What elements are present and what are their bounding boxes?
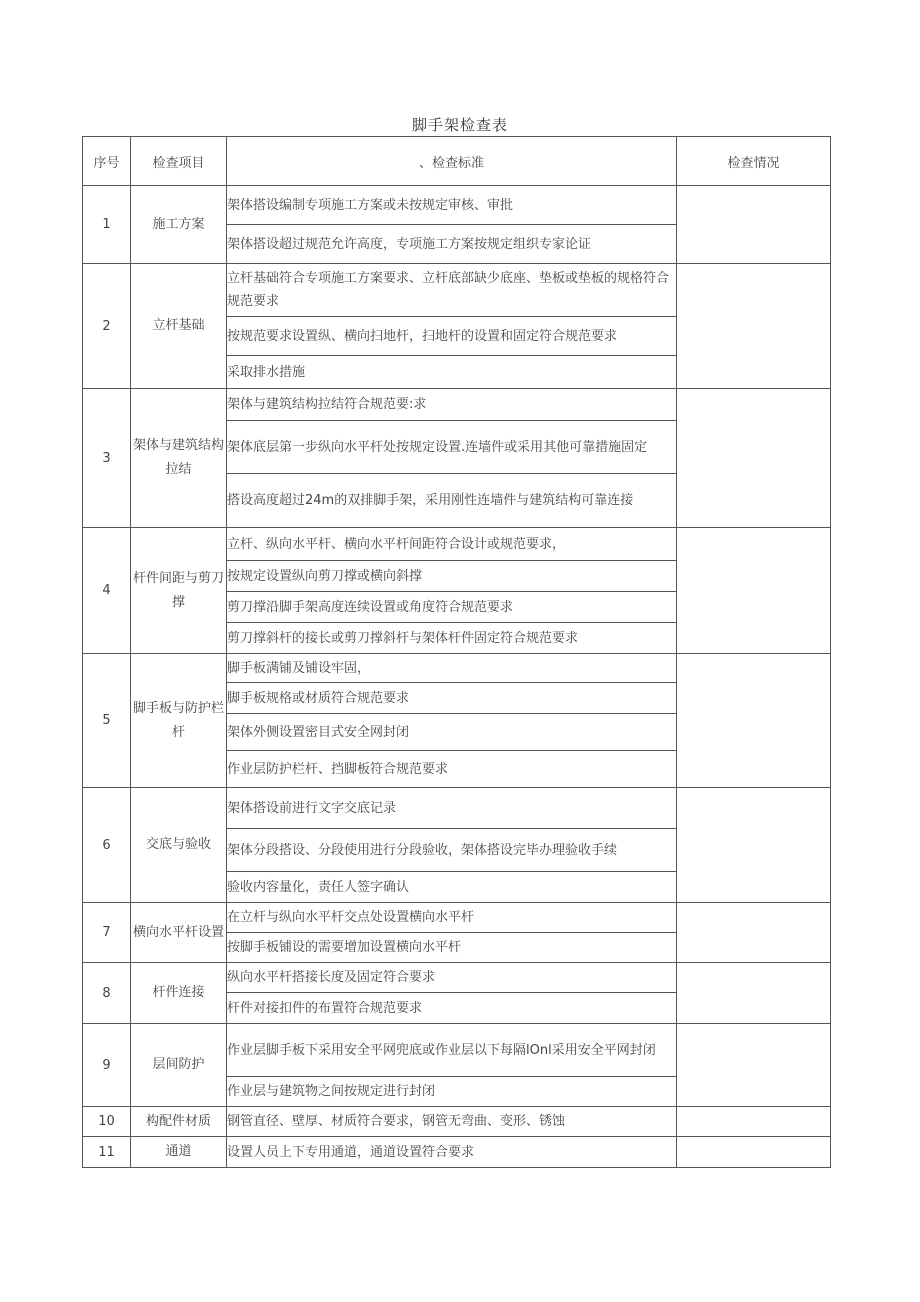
- standard-cell: 按脚手板铺设的需要增加设置横向水平杆: [227, 933, 677, 963]
- standard-cell: 脚手板规格或材质符合规范要求: [227, 683, 677, 714]
- standard-cell: 钢管直径、壁厚、材质符合要求，钢管无弯曲、变形、锈蚀: [227, 1107, 677, 1137]
- row-number: 9: [83, 1024, 131, 1107]
- row-number: 3: [83, 389, 131, 528]
- table-row: [83, 788, 831, 829]
- status-cell[interactable]: [677, 963, 831, 1024]
- row-item: 杆件连接: [131, 963, 227, 1024]
- standard-cell: 按规范要求设置纵、横向扫地杆，扫地杆的设置和固定符合规范要求: [227, 317, 677, 356]
- status-cell[interactable]: [677, 264, 831, 389]
- row-item: 架体与建筑结构拉结: [131, 389, 227, 528]
- standard-cell: 架体底层第一步纵向水平杆处按规定设置.连墙件或采用其他可靠措施固定: [227, 421, 677, 474]
- status-cell[interactable]: [677, 1107, 831, 1137]
- row-number: 7: [83, 903, 131, 963]
- row-number: 5: [83, 654, 131, 788]
- standard-cell: 剪刀撑斜杆的接长或剪刀撑斜杆与架体杆件固定符合规范要求: [227, 623, 677, 654]
- standard-cell: 在立杆与纵向水平杆交点处设置横向水平杆: [227, 903, 677, 933]
- standard-cell: 搭设高度超过24m的双排脚手架，采用刚性连墙件与建筑结构可靠连接: [227, 474, 677, 528]
- standard-cell: 脚手板满铺及铺设牢固，: [227, 654, 677, 683]
- standard-cell: 纵向水平杆搭接长度及固定符合要求: [227, 963, 677, 993]
- row-item: 立杆基础: [131, 264, 227, 389]
- status-cell[interactable]: [677, 186, 831, 264]
- row-item: 横向水平杆设置: [131, 903, 227, 963]
- table-row: [83, 528, 831, 561]
- page-title: 脚手架检查表: [411, 116, 508, 134]
- standard-cell: 架体搭设超过规范允许高度，专项施工方案按规定组织专家论证: [227, 225, 677, 264]
- standard-cell: 验收内容量化，责任人签字确认: [227, 872, 677, 903]
- standard-cell: 立杆基础符合专项施工方案要求、立杆底部缺少底座、垫板或垫板的规格符合规范要求: [227, 264, 677, 317]
- status-cell[interactable]: [677, 1024, 831, 1107]
- table-row: [83, 1137, 831, 1168]
- row-number: 1: [83, 186, 131, 264]
- status-cell[interactable]: [677, 788, 831, 903]
- status-cell[interactable]: [677, 528, 831, 654]
- standard-cell: 架体外侧设置密目式安全网封闭: [227, 714, 677, 751]
- row-item: 交底与验收: [131, 788, 227, 903]
- table-row: [83, 264, 831, 317]
- row-item: 施工方案: [131, 186, 227, 264]
- table-row: [83, 963, 831, 993]
- standard-cell: 剪刀撑沿脚手架高度连续设置或角度符合规范要求: [227, 592, 677, 623]
- table-row: [83, 186, 831, 225]
- row-item: 层间防护: [131, 1024, 227, 1107]
- row-number: 6: [83, 788, 131, 903]
- standard-cell: 作业层与建筑物之间按规定进行封闭: [227, 1077, 677, 1107]
- status-cell[interactable]: [677, 1137, 831, 1168]
- table-header-row: [83, 137, 831, 186]
- row-number: 8: [83, 963, 131, 1024]
- standard-cell: 作业层防护栏杆、挡脚板符合规范要求: [227, 751, 677, 788]
- standard-cell: 架体分段搭设、分段使用进行分段验收，架体搭设完毕办理验收手续: [227, 829, 677, 872]
- standard-cell: 架体与建筑结构拉结符合规范要:求: [227, 389, 677, 421]
- inspection-table: [82, 136, 831, 1168]
- status-cell[interactable]: [677, 389, 831, 528]
- row-number: 4: [83, 528, 131, 654]
- row-number: 11: [83, 1137, 131, 1168]
- table-row: [83, 389, 831, 421]
- standard-cell: 架体搭设前进行文字交底记录: [227, 788, 677, 829]
- status-cell[interactable]: [677, 654, 831, 788]
- table-row: [83, 1024, 831, 1077]
- status-cell[interactable]: [677, 903, 831, 963]
- standard-cell: 设置人员上下专用通道，通道设置符合要求: [227, 1137, 677, 1168]
- row-item: 通道: [131, 1137, 227, 1168]
- header-item: 检查项目: [131, 137, 227, 186]
- standard-cell: 立杆、纵向水平杆、横向水平杆间距符合设计或规范要求，: [227, 528, 677, 561]
- standard-cell: 采取排水措施: [227, 356, 677, 389]
- row-number: 2: [83, 264, 131, 389]
- standard-cell: 作业层脚手板下采用安全平网兜底或作业层以下每隔lOnl采用安全平网封闭: [227, 1024, 677, 1077]
- standard-cell: 架体搭设编制专项施工方案或未按规定审核、审批: [227, 186, 677, 225]
- standard-cell: 杆件对接扣件的布置符合规范要求: [227, 993, 677, 1024]
- table-row: [83, 1107, 831, 1137]
- table-row: [83, 654, 831, 683]
- header-standard: 、检查标准: [227, 137, 677, 186]
- row-item: 脚手板与防护栏杆: [131, 654, 227, 788]
- header-no: 序号: [83, 137, 131, 186]
- row-item: 杆件间距与剪刀撑: [131, 528, 227, 654]
- row-item: 构配件材质: [131, 1107, 227, 1137]
- header-status: 检查情况: [677, 137, 831, 186]
- row-number: 10: [83, 1107, 131, 1137]
- standard-cell: 按规定设置纵向剪刀撑或横向斜撑: [227, 561, 677, 592]
- table-row: [83, 903, 831, 933]
